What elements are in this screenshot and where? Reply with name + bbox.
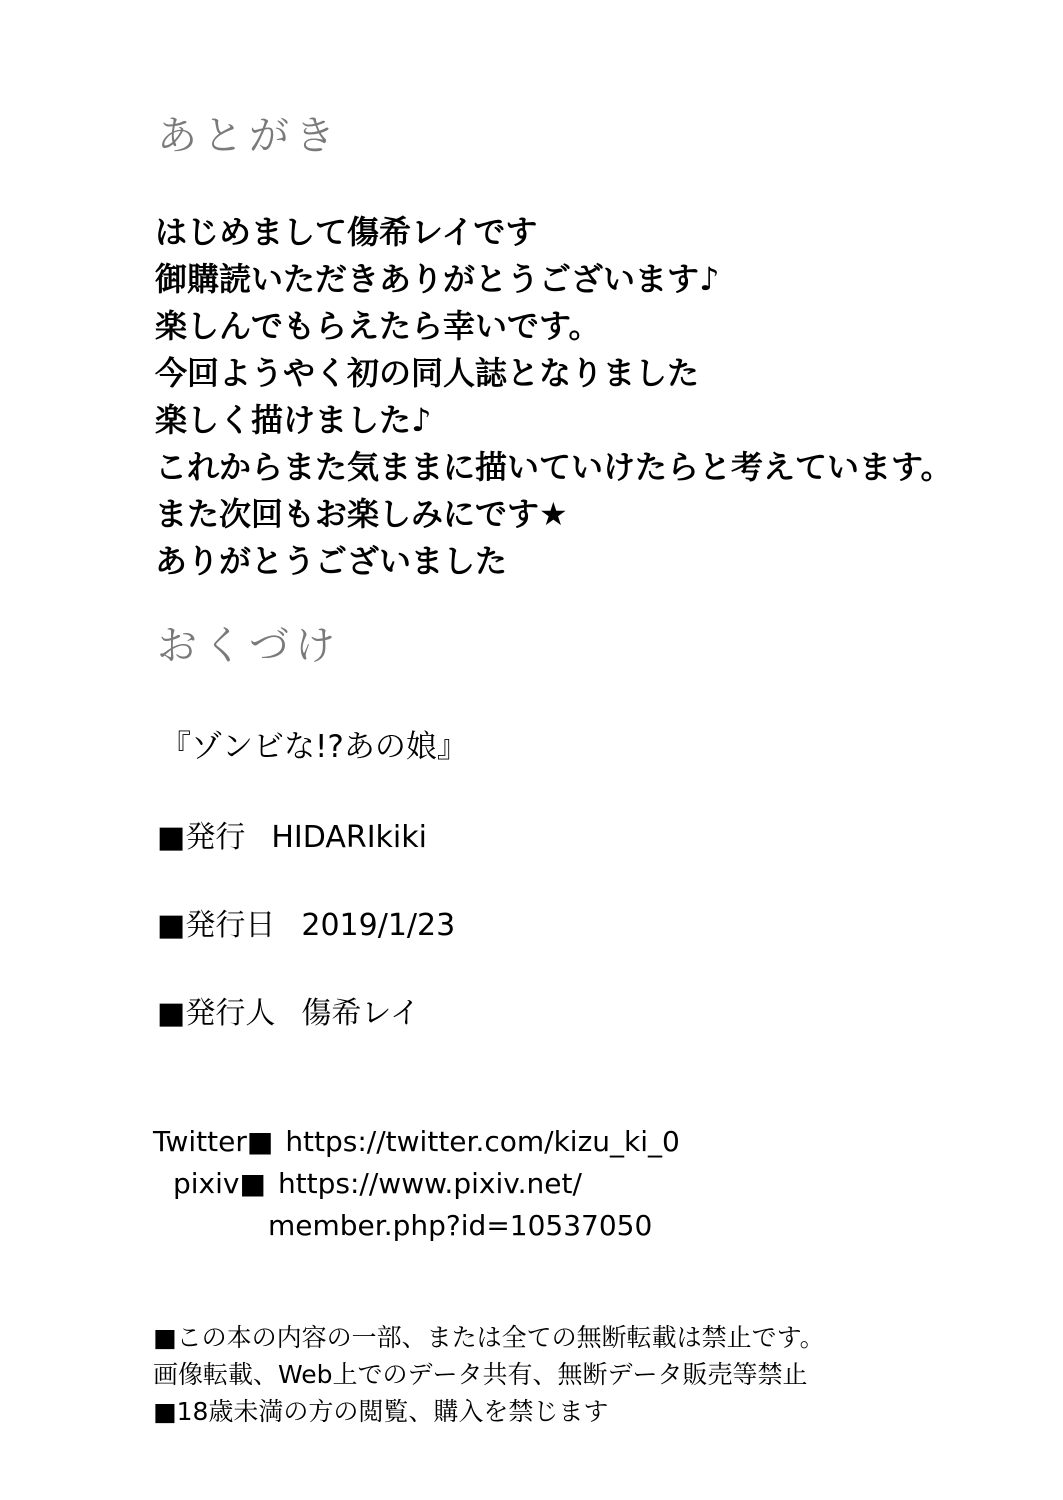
pixiv-url: https://www.pixiv.net/ (277, 1167, 582, 1200)
notice-line: ■18歳未満の方の閲覧、購入を禁じます (153, 1397, 609, 1426)
publisher-person-row (157, 988, 420, 1032)
afterword-line: ありがとうございました (155, 542, 508, 580)
afterword-body (155, 209, 952, 585)
afterword-line: 楽しく描けました♪ (155, 401, 432, 439)
colophon-heading: おくづけ (157, 623, 341, 669)
pixiv-label: pixiv■ (173, 1167, 266, 1200)
publisher-person-label: ■発行人 (157, 996, 276, 1031)
publish-date-row (157, 900, 455, 944)
copyright-notices (153, 1319, 825, 1430)
twitter-label: Twitter■ (153, 1125, 274, 1158)
afterword-line: これからまた気ままに描いていけたらと考えています。 (155, 448, 953, 486)
book-title: 『ゾンビな!?あの娘』 (160, 729, 468, 765)
afterword-line: また次回もお楽しみにです★ (155, 495, 568, 533)
pixiv-url-continued: member.php?id=10537050 (268, 1209, 653, 1242)
twitter-link-line (153, 1121, 680, 1163)
social-links (153, 1121, 680, 1247)
afterword-line: 御購読いただきありがとうございます♪ (155, 260, 720, 298)
notice-line: ■この本の内容の一部、または全ての無断転載は禁止です。 (153, 1323, 825, 1352)
afterword-line: はじめまして傷希レイです (155, 213, 538, 251)
afterword-line: 楽しんでもらえたら幸いです。 (155, 307, 601, 345)
publisher-person-value: 傷希レイ (301, 996, 420, 1031)
twitter-url: https://twitter.com/kizu_ki_0 (285, 1125, 680, 1158)
publisher-row (157, 812, 427, 856)
afterword-heading: あとがき (157, 113, 341, 159)
publisher-label: ■発行 (157, 820, 246, 855)
notice-line: 画像転載、Web上でのデータ共有、無断データ販売等禁止 (153, 1360, 808, 1389)
publisher-value: HIDARIkiki (271, 820, 427, 855)
afterword-line: 今回ようやく初の同人誌となりました (155, 354, 700, 392)
pixiv-link-line (153, 1163, 680, 1205)
publish-date-label: ■発行日 (157, 908, 276, 943)
publish-date-value: 2019/1/23 (301, 908, 456, 943)
